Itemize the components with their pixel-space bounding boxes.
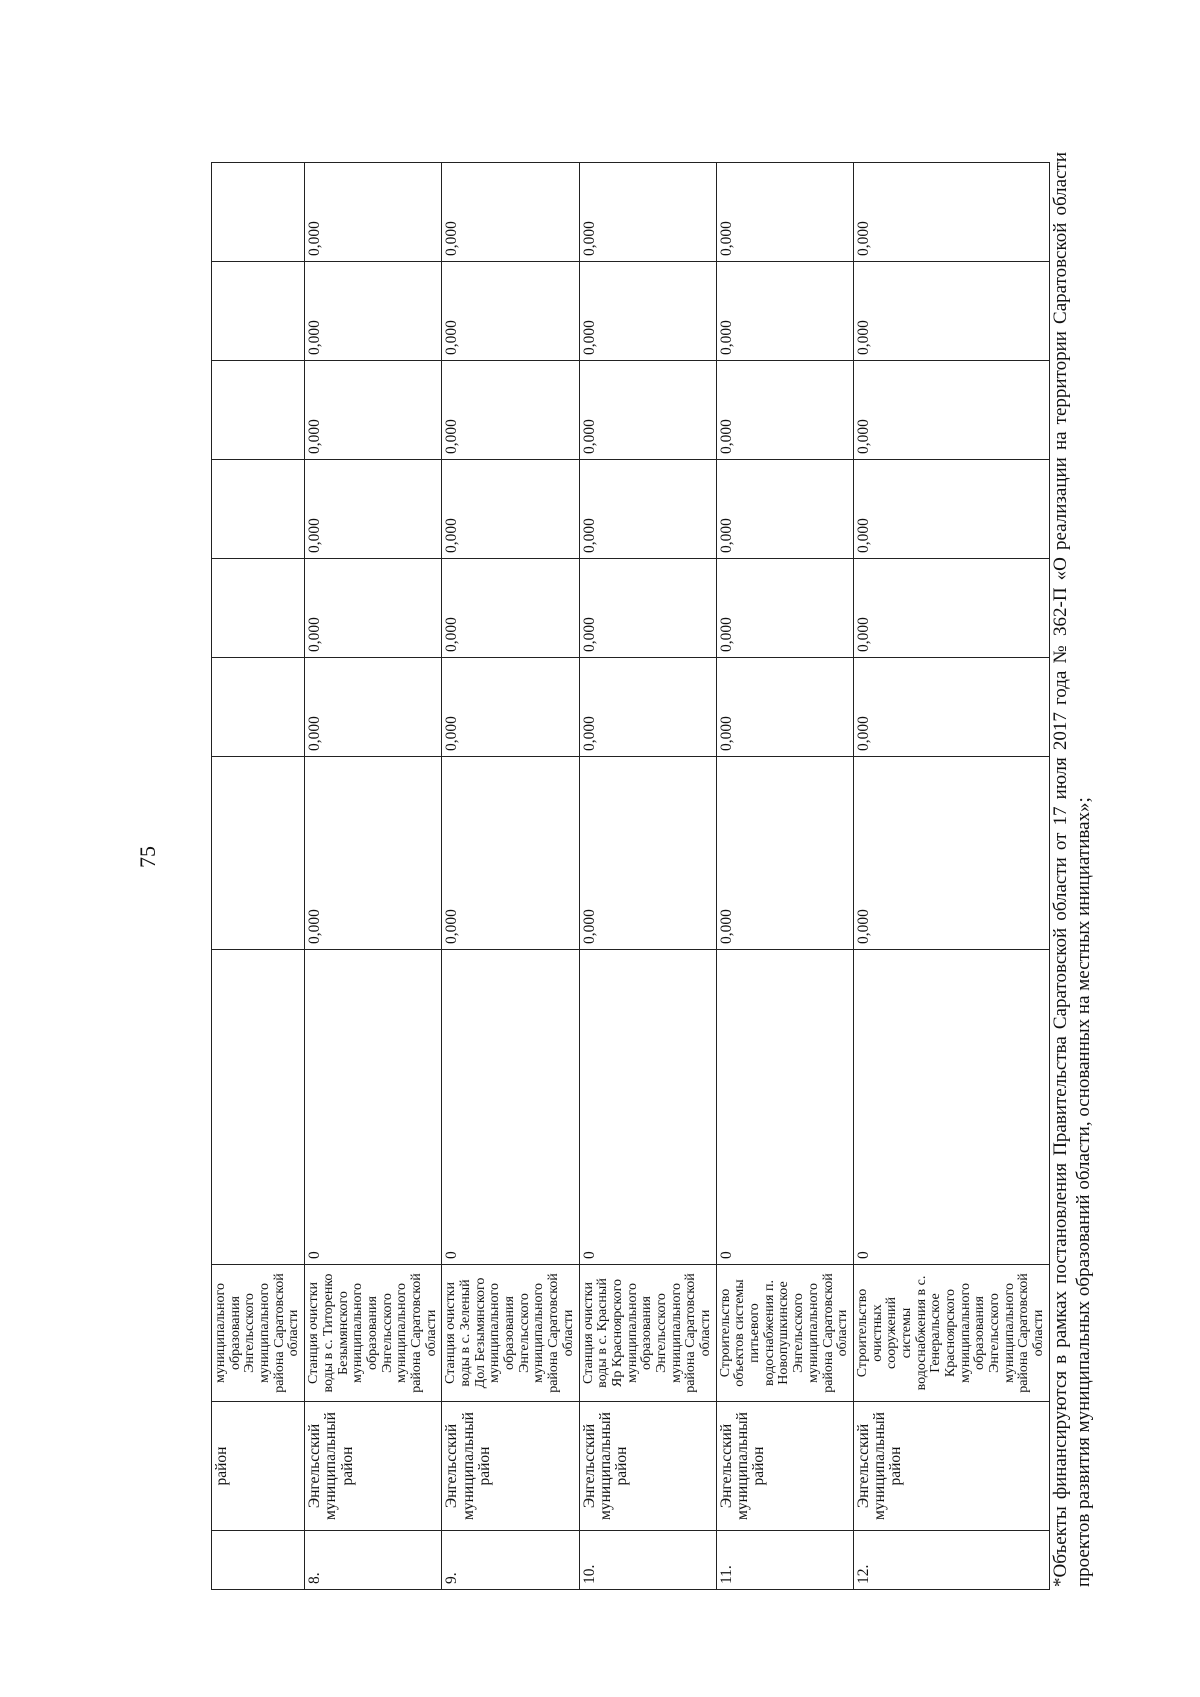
table-row [305,163,442,1590]
cell-v6: 0,000 [716,262,853,361]
cell-object: муниципального образования Энгельсского муниципального района Саратовской области [212,1265,305,1402]
cell-v0: 0 [853,950,1049,1265]
cell-rayon: Энгельсский муниципальный район [579,1402,716,1531]
table-row [716,163,853,1590]
cell-v7: 0,000 [442,163,579,262]
cell-v1: 0,000 [579,757,716,950]
cell-v6 [212,262,305,361]
cell-v0: 0 [305,950,442,1265]
cell-v3: 0,000 [716,559,853,658]
cell-object: Станция очистки воды в с. Зеленый Дол Безымянского муниципального образования Энгельсского муниципального района Саратовской области [442,1265,579,1402]
cell-v1: 0,000 [305,757,442,950]
cell-v2 [212,658,305,757]
cell-rayon: Энгельсский муниципальный район [442,1402,579,1531]
cell-object: Строительство очистных сооружений системы водоснабжения в с. Генеральское Красноярского муниципального образования Энгельсского муниципального района Саратовской области [853,1265,1049,1402]
table-row [579,163,716,1590]
cell-v2: 0,000 [579,658,716,757]
cell-v4: 0,000 [853,460,1049,559]
table-row [853,163,1049,1590]
cell-v6: 0,000 [442,262,579,361]
cell-num: 9. [442,1531,579,1590]
cell-v3 [212,559,305,658]
cell-v0: 0 [579,950,716,1265]
cell-v7 [212,163,305,262]
cell-num: 11. [716,1531,853,1590]
cell-v1 [212,757,305,950]
cell-object: Строительство объектов системы питьевого водоснабжения п. Новопушкинское Энгельсского муниципального района Саратовской области [716,1265,853,1402]
financing-table [211,162,1050,1590]
cell-v5: 0,000 [305,361,442,460]
cell-v5: 0,000 [442,361,579,460]
cell-v7: 0,000 [305,163,442,262]
cell-v6: 0,000 [305,262,442,361]
cell-v3: 0,000 [305,559,442,658]
cell-v3: 0,000 [442,559,579,658]
cell-v1: 0,000 [853,757,1049,950]
cell-v2: 0,000 [442,658,579,757]
cell-rayon: район [212,1402,305,1531]
table-row-continuation [212,163,305,1590]
cell-v5 [212,361,305,460]
cell-v4: 0,000 [716,460,853,559]
cell-v7: 0,000 [716,163,853,262]
cell-v7: 0,000 [579,163,716,262]
cell-v1: 0,000 [716,757,853,950]
page-number: 75 [135,846,160,868]
cell-v7: 0,000 [853,163,1049,262]
cell-v4 [212,460,305,559]
cell-rayon: Энгельсский муниципальный район [305,1402,442,1531]
cell-v5: 0,000 [853,361,1049,460]
cell-v0 [212,950,305,1265]
cell-v5: 0,000 [579,361,716,460]
footnote: *Объекты финансируются в рамках постановления Правительства Саратовской области от 17 июля 2017 года № 362-П «О реализации на территории Саратовской области проектов развития муниципальных образований области, основанных на местных инициативах»; [1050,152,1094,1587]
cell-num: 10. [579,1531,716,1590]
cell-object: Станция очистки воды в с. Красный Яр Красноярского муниципального образования Энгельсского муниципального района Саратовской области [579,1265,716,1402]
cell-v0: 0 [442,950,579,1265]
cell-num [212,1531,305,1590]
cell-v2: 0,000 [853,658,1049,757]
cell-num: 8. [305,1531,442,1590]
cell-v4: 0,000 [579,460,716,559]
table-row [442,163,579,1590]
cell-v5: 0,000 [716,361,853,460]
cell-rayon: Энгельсский муниципальный район [716,1402,853,1531]
cell-v4: 0,000 [305,460,442,559]
cell-object: Станция очистки воды в с. Титоренко Безымянского муниципального образования Энгельсского муниципального района Саратовской области [305,1265,442,1402]
cell-v4: 0,000 [442,460,579,559]
cell-v3: 0,000 [579,559,716,658]
cell-rayon: Энгельсский муниципальный район [853,1402,1049,1531]
cell-v2: 0,000 [716,658,853,757]
cell-v1: 0,000 [442,757,579,950]
cell-v6: 0,000 [579,262,716,361]
cell-v2: 0,000 [305,658,442,757]
cell-v0: 0 [716,950,853,1265]
cell-v3: 0,000 [853,559,1049,658]
cell-num: 12. [853,1531,1049,1590]
cell-v6: 0,000 [853,262,1049,361]
